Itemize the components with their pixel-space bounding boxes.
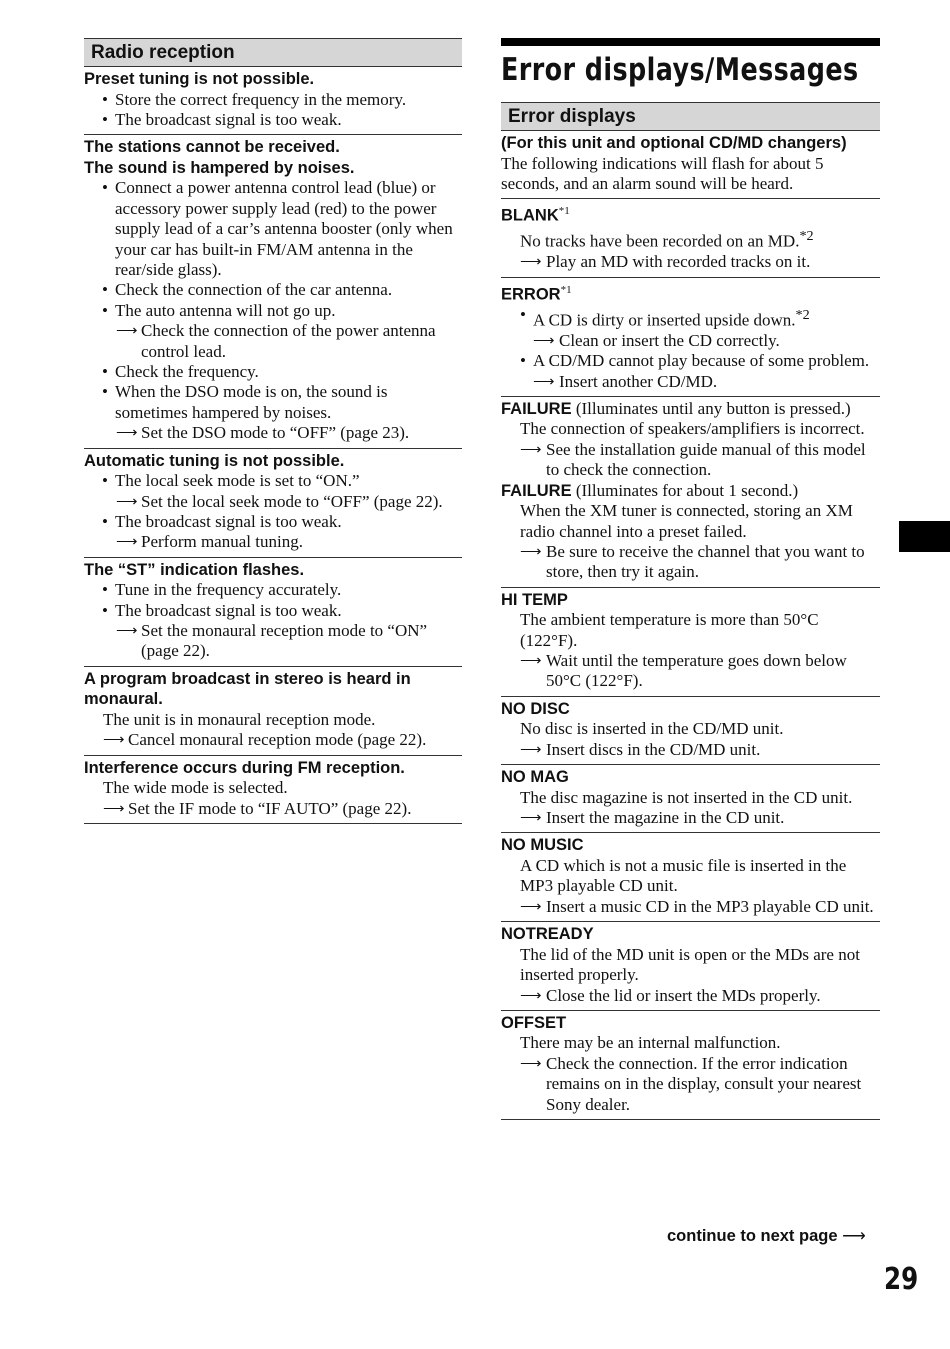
error-item-notready	[501, 922, 880, 1011]
cause-text: The unit is in monaural reception mode.	[103, 709, 376, 729]
cause-text: The wide mode is selected.	[103, 778, 288, 798]
error-note: (Illuminates for about 1 second.)	[575, 480, 799, 500]
error-description: The disc magazine is not inserted in the CD unit.	[520, 787, 853, 807]
error-item-hi-temp	[501, 588, 880, 697]
page-number: 29	[884, 1262, 919, 1297]
error-code: NO DISC	[501, 699, 570, 718]
error-item-failure	[501, 397, 880, 588]
trouble-block	[84, 135, 462, 448]
arrow-icon: ⟶	[103, 800, 125, 817]
remedy-item: ⟶ Insert the magazine in the CD unit.	[520, 808, 785, 828]
bullet-item: • The broadcast signal is too weak.	[102, 600, 342, 620]
section-heading-radio-reception: Radio reception	[84, 38, 462, 67]
trouble-block	[84, 558, 462, 667]
remedy-item: ⟶ Insert discs in the CD/MD unit.	[520, 739, 761, 759]
remedy-item: ⟶ Set the DSO mode to “OFF” (page 23).	[116, 423, 410, 443]
error-code: ERROR	[501, 285, 561, 304]
arrow-icon: ⟶	[520, 810, 542, 827]
arrow-icon: ⟶	[520, 987, 542, 1004]
bullet-item: • The local seek mode is set to “ON.”	[102, 471, 360, 491]
bullet-item: • The auto antenna will not go up.	[102, 300, 336, 320]
remedy-item: ⟶ Perform manual tuning.	[116, 532, 303, 552]
error-item-offset	[501, 1011, 880, 1120]
arrow-icon: ⟶	[116, 623, 138, 640]
error-item-no-mag	[501, 765, 880, 833]
section-heading-error-displays: Error displays	[501, 102, 880, 131]
trouble-block	[84, 449, 462, 558]
arrow-icon: ⟶	[520, 1055, 542, 1072]
footnote-marker: *2	[795, 306, 810, 323]
remedy-item: ⟶ Insert another CD/MD.	[533, 371, 718, 391]
error-description: There may be an internal malfunction.	[520, 1033, 781, 1053]
bullet-item: • Tune in the frequency accurately.	[102, 580, 342, 600]
remedy-item: ⟶ Set the IF mode to “IF AUTO” (page 22).	[103, 798, 412, 818]
arrow-icon: ⟶	[520, 653, 542, 670]
bullet-item: • Check the connection of the car antenna.	[102, 280, 393, 300]
remedy-item: ⟶ Set the local seek mode to “OFF” (page 22).	[116, 491, 443, 511]
arrow-icon: ⟶	[116, 323, 138, 340]
problem-heading: The “ST” indication flashes.	[84, 560, 305, 579]
error-description: The lid of the MD unit is open or the MDs are not inserted properly.	[520, 944, 860, 985]
trouble-block	[84, 667, 462, 756]
error-item-blank	[501, 199, 880, 277]
bullet-item: • The broadcast signal is too weak.	[102, 109, 342, 129]
error-description: A CD which is not a music file is inserted in the MP3 playable CD unit.	[520, 855, 847, 896]
problem-heading: Automatic tuning is not possible.	[84, 451, 345, 470]
error-code: NO MUSIC	[501, 836, 584, 855]
error-code: OFFSET	[501, 1013, 567, 1032]
problem-heading: The sound is hampered by noises.	[84, 158, 355, 177]
arrow-icon: ⟶	[116, 425, 138, 442]
remedy-item: ⟶ Be sure to receive the channel that you want to store, then try it again.	[520, 541, 865, 582]
error-item-error	[501, 278, 880, 397]
error-description: When the XM tuner is connected, storing an XM radio channel into a preset failed.	[520, 501, 853, 541]
chapter-tab-marker	[899, 521, 950, 552]
subtitle: (For this unit and optional CD/MD changers)	[501, 134, 847, 152]
remedy-item: ⟶ Check the connection. If the error indication remains on in the display, consult your nearest Sony dealer.	[520, 1053, 862, 1114]
remedy-item: ⟶ Play an MD with recorded tracks on it.	[520, 252, 811, 272]
error-code: FAILURE	[501, 481, 572, 500]
arrow-icon: ⟶	[103, 732, 125, 749]
arrow-icon: ⟶	[520, 741, 542, 758]
arrow-icon: ⟶	[842, 1227, 866, 1245]
right-column	[501, 38, 880, 1120]
problem-heading: The stations cannot be received.	[84, 138, 340, 157]
remedy-item: ⟶ Close the lid or insert the MDs properly.	[520, 985, 821, 1005]
arrow-icon: ⟶	[116, 534, 138, 551]
arrow-icon: ⟶	[533, 332, 555, 349]
error-code: HI TEMP	[501, 590, 568, 609]
error-description: The connection of speakers/amplifiers is incorrect.	[520, 419, 865, 439]
intro-block	[501, 131, 880, 199]
remedy-item: ⟶ Insert a music CD in the MP3 playable CD unit.	[520, 896, 874, 916]
bullet-item: • A CD/MD cannot play because of some problem.	[520, 351, 870, 371]
title-rule	[501, 38, 880, 46]
bullet-item: • Store the correct frequency in the memory.	[102, 89, 407, 109]
arrow-icon: ⟶	[520, 254, 542, 271]
remedy-item: ⟶ Cancel monaural reception mode (page 22).	[103, 730, 427, 750]
bullet-item: • When the DSO mode is on, the sound is sometimes hampered by noises.	[102, 382, 388, 422]
remedy-item: ⟶ Clean or insert the CD correctly.	[533, 330, 780, 350]
error-description: The ambient temperature is more than 50°C (122°F).	[520, 610, 819, 650]
error-code: FAILURE	[501, 400, 572, 419]
error-item-no-music	[501, 833, 880, 922]
bullet-item: • The broadcast signal is too weak.	[102, 511, 342, 531]
arrow-icon: ⟶	[533, 373, 555, 390]
error-note: (Illuminates until any button is pressed.)	[575, 399, 851, 419]
left-column	[84, 38, 462, 824]
error-code: NO MAG	[501, 768, 569, 787]
trouble-block	[84, 756, 462, 824]
trouble-block	[84, 67, 462, 135]
remedy-item: ⟶ Wait until the temperature goes down below 50°C (122°F).	[520, 651, 847, 691]
bullet-item: • A CD is dirty or inserted upside down.$^{*2}$	[520, 304, 810, 330]
remedy-item: ⟶ See the installation guide manual of this model to check the connection.	[520, 439, 866, 480]
error-code: NOTREADY	[501, 925, 594, 944]
error-item-no-disc	[501, 697, 880, 765]
remedy-item: ⟶ Set the monaural reception mode to “ON” (page 22).	[116, 621, 428, 661]
error-description: No disc is inserted in the CD/MD unit.	[520, 719, 784, 739]
bullet-item: • Connect a power antenna control lead (blue) or accessory power supply lead (red) to the power supply lead of a car’s antenna booster (only when your car has built-in FM/AM antenna in the rear/side glass).	[102, 178, 453, 279]
footnote-marker: *2	[799, 228, 814, 245]
arrow-icon: ⟶	[520, 898, 542, 915]
arrow-icon: ⟶	[520, 441, 542, 458]
remedy-item: ⟶ Check the connection of the power antenna control lead.	[116, 321, 436, 361]
continue-notice: continue to next page ⟶	[667, 1227, 866, 1245]
error-code: BLANK	[501, 206, 559, 225]
bullet-item: • Check the frequency.	[102, 361, 259, 381]
footnote-marker: *1	[558, 205, 570, 218]
intro-text: The following indications will flash for about 5 seconds, and an alarm sound will be heard.	[501, 153, 824, 193]
error-description: No tracks have been recorded on an MD.	[520, 231, 800, 251]
arrow-icon: ⟶	[520, 543, 542, 560]
footnote-marker: *1	[560, 283, 572, 296]
problem-heading: Preset tuning is not possible.	[84, 70, 315, 88]
problem-heading: Interference occurs during FM reception.	[84, 758, 405, 777]
page-title: Error displays/Messages	[501, 52, 859, 88]
problem-heading: A program broadcast in stereo is heard in monaural.	[84, 669, 411, 709]
arrow-icon: ⟶	[116, 493, 138, 510]
